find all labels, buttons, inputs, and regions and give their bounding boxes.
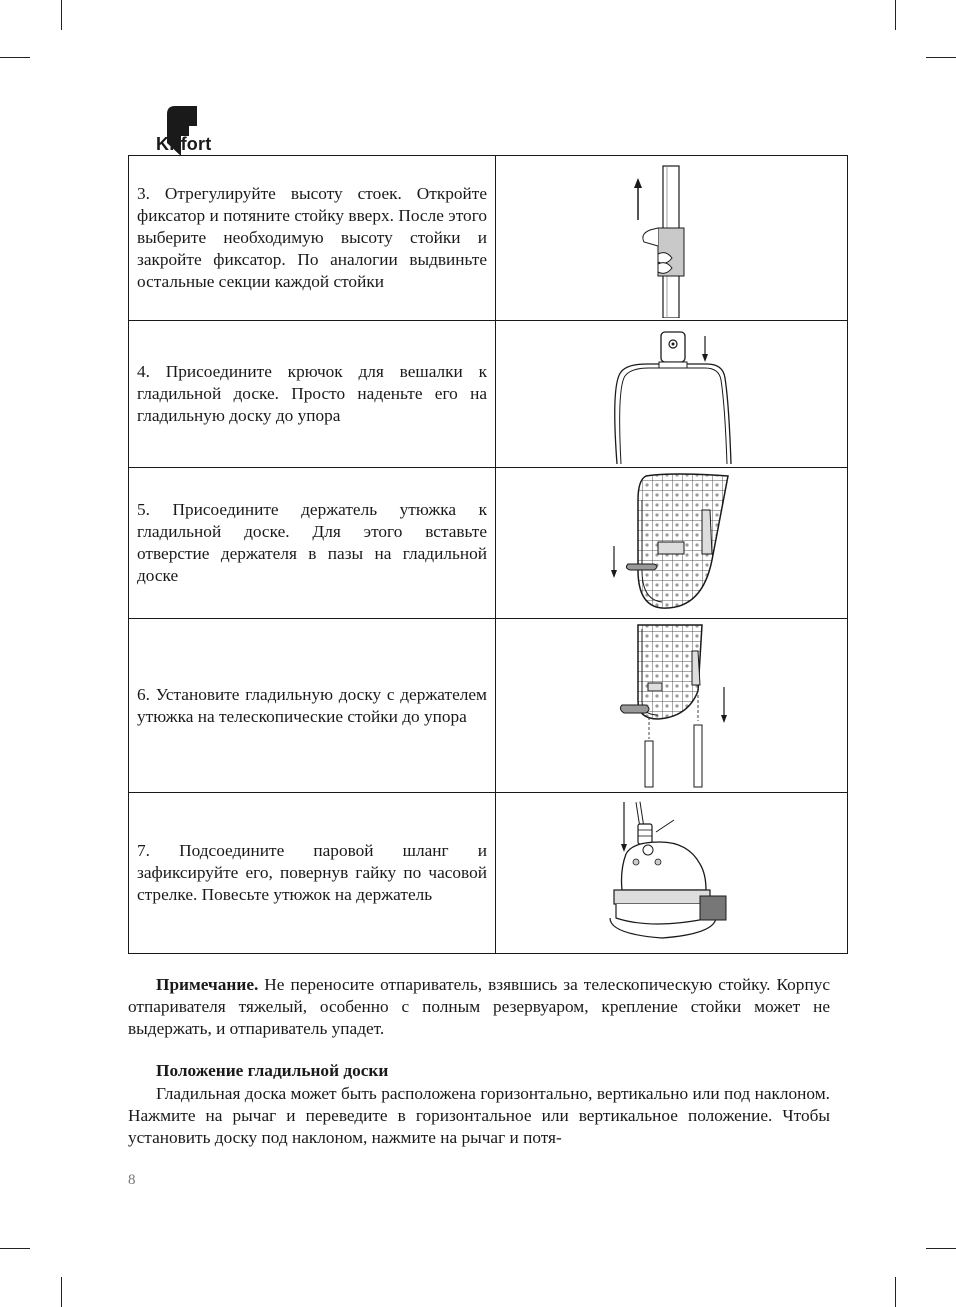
crop-mark (61, 0, 62, 30)
step-illustration (496, 793, 848, 954)
crop-mark (926, 57, 956, 58)
step-row (129, 468, 848, 619)
step-text: 6. Установите гладильную доску с держателем утюжка на телескопические стойки до упора (129, 619, 496, 793)
crop-mark (0, 57, 30, 58)
brand-name: Kitfort (156, 134, 212, 154)
step-row (129, 156, 848, 321)
step-row (129, 321, 848, 468)
step-text: 5. Присоедините держатель утюжка к гладильной доске. Для этого вставьте отверстие держателя в пазы на гладильной доске (129, 468, 496, 619)
note-text: Не переносите отпариватель, взявшись за телескопическую стойку. Корпус отпаривателя тяжелый, особенно с полным резервуаром, крепление стойки может не выдержать, и отпариватель упадет. (128, 975, 830, 1038)
step-text: 7. Подсоедините паровой шланг и зафиксируйте его, повернув гайку по часовой стрелке. Повесьте утюжок на держатель (129, 793, 496, 954)
page-number: 8 (128, 1172, 136, 1188)
step-text: 3. Отрегулируйте высоту стоек. Откройте фиксатор и потяните стойку вверх. После этого выберите необходимую высоту стойки и закройте фиксатор. По аналогии выдвиньте остальные секции каждой стойки (129, 156, 496, 321)
crop-mark (895, 0, 896, 30)
step-illustration (496, 468, 848, 619)
crop-mark (61, 1277, 62, 1307)
step-text: 4. Присоедините крючок для вешалки к гладильной доске. Просто наденьте его на гладильную доску до упора (129, 321, 496, 468)
crop-mark (926, 1248, 956, 1249)
iron-holder-diagram-icon (602, 470, 742, 616)
board-on-poles-diagram-icon (602, 621, 742, 791)
note-label: Примечание. (156, 975, 259, 994)
crop-mark (895, 1277, 896, 1307)
note-paragraph (128, 974, 830, 1040)
step-illustration (496, 619, 848, 793)
step-row (129, 619, 848, 793)
section-heading: Положение гладильной доски (156, 1061, 389, 1080)
instruction-steps-table (128, 155, 848, 954)
section-paragraph: Гладильная доска может быть расположена горизонтально, вертикально или под наклоном. Нажмите на рычаг и переведите в горизонтальное или вертикальное положение. Чтобы установить доску под наклоном, нажмите на рычаг и потя- (128, 1084, 830, 1147)
step-illustration (496, 321, 848, 468)
hanger-hook-diagram-icon (597, 324, 747, 464)
crop-mark (0, 1248, 30, 1249)
steam-hose-diagram-icon (602, 798, 742, 948)
step-illustration (496, 156, 848, 321)
pole-latch-diagram-icon (612, 158, 732, 318)
step-row (129, 793, 848, 954)
